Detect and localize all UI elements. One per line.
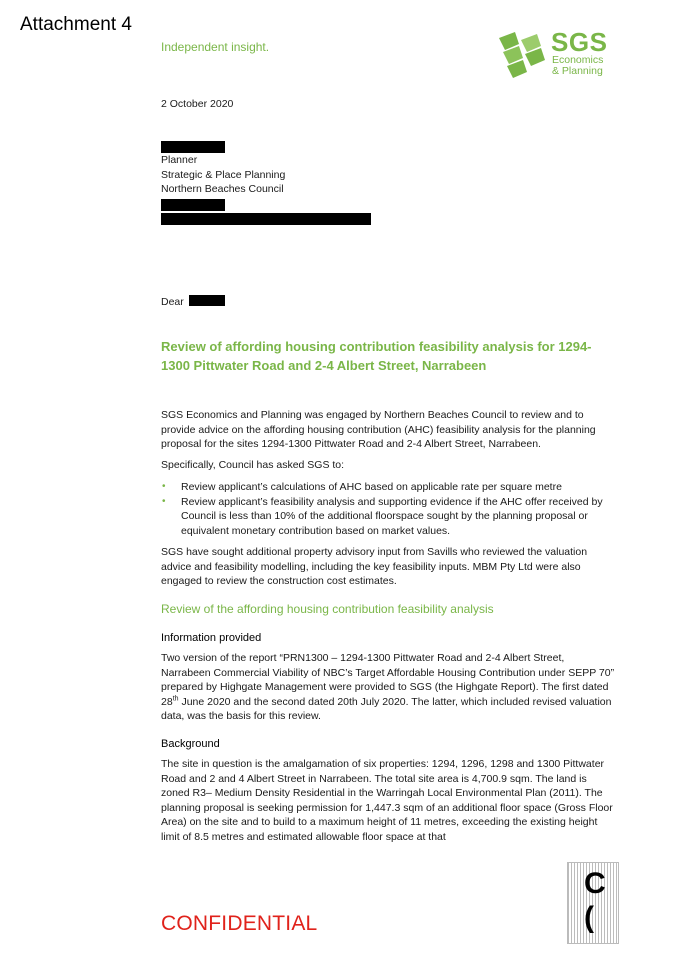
attachment-label: Attachment 4 (20, 14, 132, 35)
info-ordinal: th (172, 695, 179, 703)
redacted-address-line1 (161, 199, 225, 211)
advisory-text: SGS have sought additional property advisory input from Savills who reviewed the valuation advice and feasibility modelling, including the key feasibility inputs. MBM Pty Ltd were also engaged to review the construction cost estimates. (161, 546, 588, 588)
background-heading: Background (161, 738, 220, 750)
intro-paragraph (161, 408, 616, 452)
logo-subtitle (552, 55, 603, 77)
sgs-logo-mark-icon (497, 32, 547, 78)
background-paragraph (161, 757, 616, 845)
salutation (161, 295, 225, 310)
bullet-text: Review applicant’s feasibility analysis and supporting evidence if the AHC offer received by Council is less than 10% of the additional floorspace sought by the planning proposal or equivalent monetary contribution based on market values. (181, 495, 603, 537)
background-text: The site in question is the amalgamation of six properties: 1294, 1296, 1298 and 1300 Pittwater Road and 2 and 4 Albert Street in Narrabeen. The total site area is 4,700.9 sqm. The land is zoned R3– Medium Density Residential in the Warringah Local Environmental Plan (2011). The planning proposal is seeking permission for 1,447.3 sqm of an additional floor space (Gross Floor Area) on the site and to build to a maximum height of 11 metres, exceeding the existing height limit of 8.5 metres and estimated allowable floor space at that (161, 758, 613, 843)
bullet-item (161, 480, 616, 495)
bullet-dot-icon: • (162, 481, 166, 492)
salutation-text: Dear (161, 296, 184, 308)
letter-subject: Review of affording housing contribution feasibility analysis for 1294-1300 Pittwater Road and 2-4 Albert Street, Narrabeen (161, 339, 592, 373)
logo-subtitle-line1: Economics (552, 54, 604, 66)
section-heading: Review of the affording housing contribution feasibility analysis (161, 602, 494, 616)
redacted-address-line2 (161, 213, 371, 225)
recipient-department: Strategic & Place Planning (161, 168, 286, 181)
recipient-title: Planner (161, 154, 198, 166)
scope-bullet-list (161, 480, 616, 538)
tagline: Independent insight. (161, 40, 270, 54)
info-paragraph (161, 651, 616, 724)
scope-intro (161, 458, 616, 473)
advisory-paragraph (161, 545, 616, 589)
document-stamp (567, 862, 619, 944)
intro-text: SGS Economics and Planning was engaged by Northern Beaches Council to review and to provide advice on the affording housing contribution (AHC) feasibility analysis for the planning proposal for the sites 1294-1300 Pittwater Road and 2-4 Albert Street, Narrabeen. (161, 409, 596, 451)
recipient-address (161, 153, 285, 197)
bullet-item (161, 495, 616, 539)
info-heading: Information provided (161, 632, 262, 644)
logo-subtitle-line2: & Planning (552, 65, 603, 77)
recipient-organisation: Northern Beaches Council (161, 183, 284, 196)
info-text-b: June 2020 and the second dated 20th July 2020. The latter, which included revised valuation data, was the basis for this review. (161, 695, 612, 723)
stamp-mark: ( (584, 901, 594, 934)
redacted-name (161, 141, 225, 153)
sgs-logo (497, 27, 617, 80)
info-text (161, 651, 616, 724)
confidential-label: CONFIDENTIAL (161, 912, 318, 935)
scope-intro-text: Specifically, Council has asked SGS to: (161, 459, 345, 471)
bullet-text: Review applicant’s calculations of AHC based on applicable rate per square metre (181, 481, 562, 493)
bullet-dot-icon: • (162, 495, 166, 507)
info-text-a: Two version of the report “PRN1300 – 1294-1300 Pittwater Road and 2-4 Albert Street, Narrabeen Commercial Viability of NBC’s Target Affordable Housing Contribution under SEPP 70” prepared by Highgate Management were provided to SGS (the Highgate Report). The first dated 28 (161, 652, 615, 708)
logo-wordmark: SGS (551, 27, 608, 57)
redacted-salutation-name (189, 295, 225, 306)
stamp-mark: C (584, 867, 606, 900)
letter-date: 2 October 2020 (161, 98, 234, 110)
